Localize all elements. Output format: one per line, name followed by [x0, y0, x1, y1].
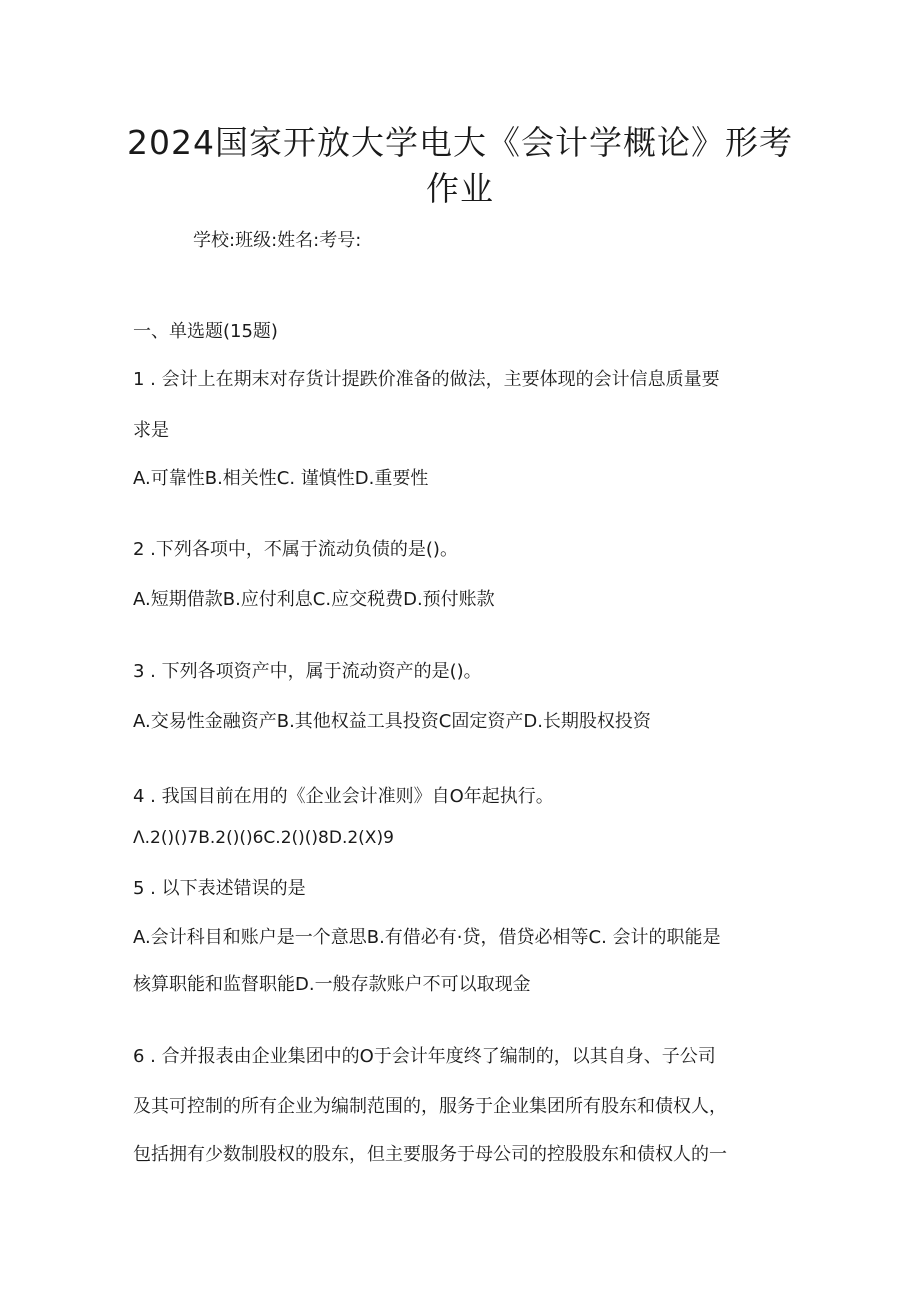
question-3-options: A.交易性金融资产B.其他权益工具投资C固定资产D.长期股权投资	[133, 711, 651, 732]
question-5-options-cont: 核算职能和监督职能D.一般存款账户不可以取现金	[133, 974, 531, 995]
question-4-text: 4 . 我国目前在用的《企业会计准则》自O年起执行。	[133, 786, 554, 807]
question-1-text-cont: 求是	[133, 420, 169, 441]
question-2-text: 2 .下列各项中，不属于流动负债的是()。	[133, 539, 458, 560]
question-4-options: Λ.2()()7B.2()()6C.2()()8D.2(X)9	[133, 828, 394, 848]
question-6-text-cont-1: 及其可控制的所有企业为编制范围的，服务于企业集团所有股东和债权人，	[133, 1096, 727, 1117]
question-5-options: A.会计科目和账户是一个意思B.有借必有·贷，借贷必相等C. 会计的职能是	[133, 927, 721, 948]
question-1-options: A.可靠性B.相关性C. 谨慎性D.重要性	[133, 468, 429, 489]
question-2-options: A.短期借款B.应付利息C.应交税费D.预付账款	[133, 589, 495, 610]
question-5-text: 5 . 以下表述错误的是	[133, 878, 306, 899]
student-info-line: 学校:班级:姓名:考号:	[193, 230, 362, 251]
section-heading: 一、单选题(15题)	[133, 321, 278, 342]
question-3-text: 3 . 下列各项资产中，属于流动资产的是()。	[133, 661, 482, 682]
document-title-line-2: 作业	[426, 169, 494, 208]
question-1-text: 1 . 会计上在期末对存货计提跌价准备的做法，主要体现的会计信息质量要	[133, 369, 720, 390]
question-6-text: 6 . 合并报表由企业集团中的O于会计年度终了编制的，以其自身、子公司	[133, 1046, 716, 1067]
document-title-line-1: 2024国家开放大学电大《会计学概论》形考	[127, 123, 793, 162]
question-6-text-cont-2: 包括拥有少数制股权的股东，但主要服务于母公司的控股股东和债权人的一	[133, 1144, 727, 1165]
